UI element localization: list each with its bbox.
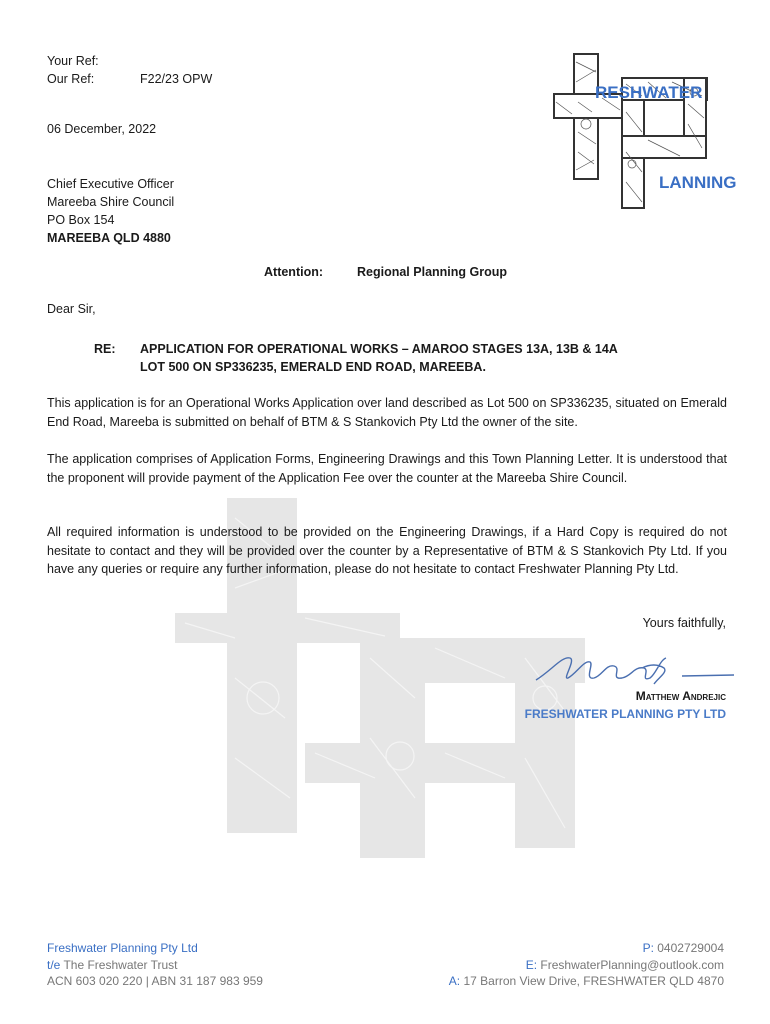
logo-word-freshwater: RESHWATER <box>595 83 703 102</box>
subject-line: LOT 500 ON SP336235, EMERALD END ROAD, MAREEBA. <box>140 360 486 374</box>
signature-graphic <box>532 650 737 690</box>
recipient-address <box>47 175 174 247</box>
footer-email-label: E: <box>525 957 538 972</box>
subject-line: APPLICATION FOR OPERATIONAL WORKS – AMAROO STAGES 13A, 13B & 14A <box>140 342 618 356</box>
body-paragraph: This application is for an Operational Works Application over land described as Lot 500 on SP336235, situated on Emerald End Road, Mareeba is submitted on behalf of BTM & S Stankovich Pty Ltd the owner of the site. <box>47 396 727 429</box>
footer-address: 17 Barron View Drive, FRESHWATER QLD 4870 <box>463 974 724 988</box>
footer-email: FreshwaterPlanning@outlook.com <box>540 957 724 972</box>
footer-address-line <box>449 973 724 990</box>
your-ref-label: Your Ref: <box>47 54 99 68</box>
body-paragraph: All required information is understood to be provided on the Engineering Drawings, if a Hard Copy is required do not hesitate to contact and they will be provided over the counter by a Representative of BTM & S Stankovich Pty Ltd. If you have any queries or require any further information, please do not hesitate to contact Freshwater Planning Pty Ltd. <box>47 525 727 576</box>
attention-value: Regional Planning Group <box>357 265 507 279</box>
footer-abn: ABN 31 187 983 959 <box>151 974 263 988</box>
handwritten-signature <box>532 650 737 693</box>
recipient-line: Mareeba Shire Council <box>47 195 175 209</box>
footer-te-label: t/e <box>47 957 61 972</box>
subject-text <box>140 340 618 376</box>
footer-phone-line <box>449 940 724 957</box>
our-ref-row <box>47 70 212 88</box>
footer-phone-label: P: <box>642 941 654 955</box>
footer-separator: | <box>145 974 152 988</box>
footer-email-line <box>449 957 724 974</box>
our-ref-label: Our Ref: <box>47 72 95 86</box>
footer-right <box>449 940 724 990</box>
freshwater-planning-logo <box>552 52 737 215</box>
logo-graphic <box>552 52 737 212</box>
body-paragraph: The application comprises of Application Forms, Engineering Drawings and this Town Planning Letter. It is understood that the proponent will provide payment of the Application Fee over the counter at the Mareeba Shire Council. <box>47 452 727 485</box>
closing: Yours faithfully, <box>642 616 726 630</box>
footer-address-label: A: <box>448 974 461 988</box>
signatory-company: FRESHWATER PLANNING PTY LTD <box>524 707 726 721</box>
our-ref-value: F22/23 OPW <box>140 72 213 86</box>
salutation: Dear Sir, <box>47 302 96 316</box>
recipient-line: MAREEBA QLD 4880 <box>47 231 171 245</box>
footer-left <box>47 940 263 990</box>
recipient-line: Chief Executive Officer <box>47 177 174 191</box>
footer-phone: 0402729004 <box>657 941 724 955</box>
footer-acn: ACN 603 020 220 <box>47 974 143 988</box>
subject-block <box>94 340 618 376</box>
reference-block <box>47 52 212 88</box>
attention-label: Attention: <box>264 265 324 279</box>
footer-trust-line <box>47 957 263 974</box>
letter-date: 06 December, 2022 <box>47 122 157 136</box>
recipient-line: PO Box 154 <box>47 213 115 227</box>
logo-word-planning: LANNING <box>659 173 737 192</box>
subject-label: RE: <box>94 342 116 356</box>
signatory-name: Matthew Andrejic <box>635 689 726 703</box>
footer-trust: The Freshwater Trust <box>63 957 178 972</box>
footer-registration-line <box>47 973 263 990</box>
footer-company: Freshwater Planning Pty Ltd <box>47 941 198 955</box>
attention-line <box>264 265 507 279</box>
your-ref-row <box>47 52 212 70</box>
